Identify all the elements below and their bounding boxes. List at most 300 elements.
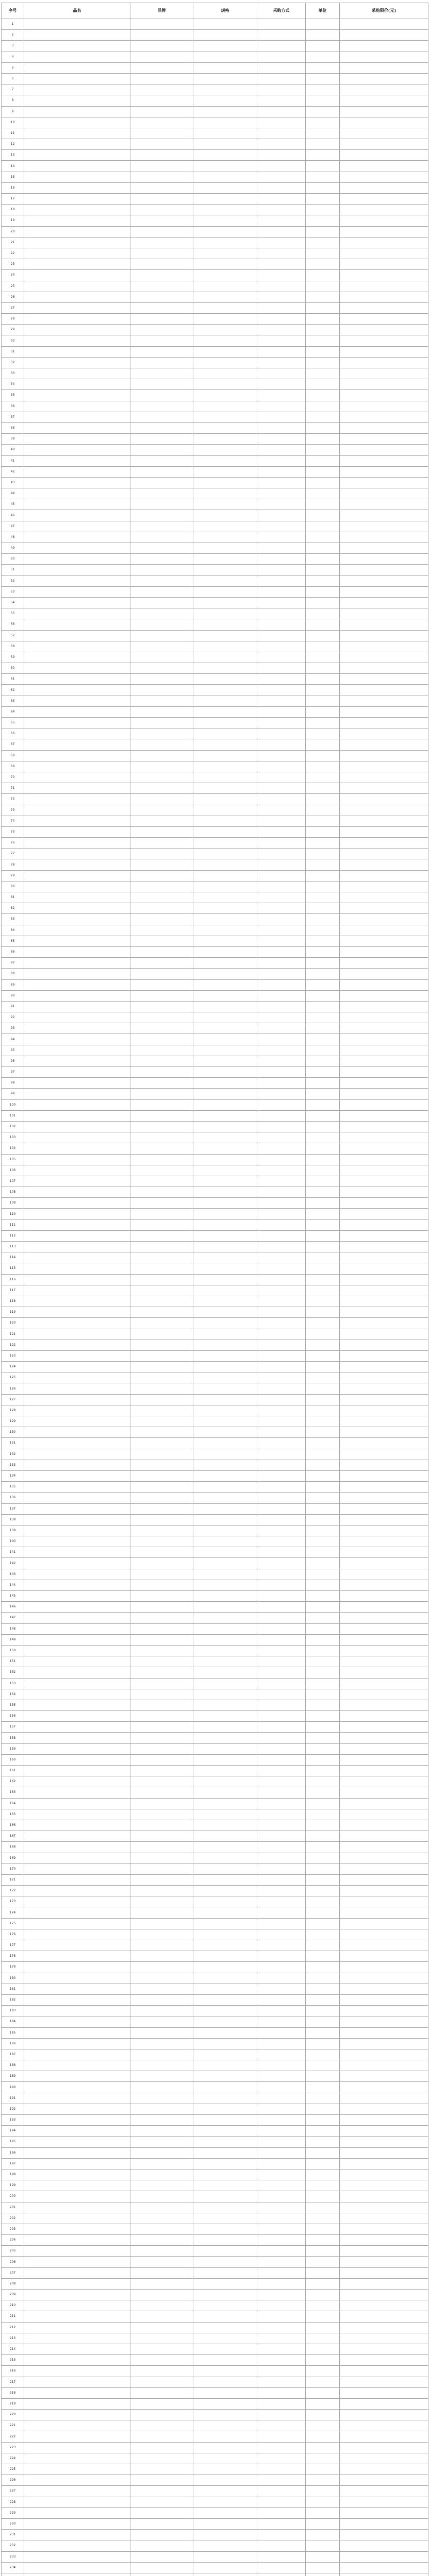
cell-spec: [193, 510, 257, 521]
cell-no: 4: [2, 52, 24, 62]
table-row: [2, 1340, 428, 1350]
cell-price: [340, 1623, 428, 1634]
cell-unit: [306, 1274, 340, 1285]
cell-no: 201: [2, 2202, 24, 2213]
table-row: [2, 1733, 428, 1743]
cell-spec: [193, 2060, 257, 2071]
cell-name: [24, 1733, 130, 1743]
cell-name: [24, 2311, 130, 2322]
cell-method: [257, 1056, 306, 1066]
cell-no: 73: [2, 805, 24, 816]
cell-method: [257, 52, 306, 62]
table-row: [2, 1099, 428, 1110]
cell-no: 186: [2, 2038, 24, 2049]
cell-spec: [193, 532, 257, 543]
cell-no: 98: [2, 1078, 24, 1089]
cell-unit: [306, 2191, 340, 2202]
cell-unit: [306, 696, 340, 706]
cell-price: [340, 1766, 428, 1776]
cell-spec: [193, 1776, 257, 1787]
cell-method: [257, 2027, 306, 2038]
cell-price: [340, 1689, 428, 1700]
cell-spec: [193, 19, 257, 30]
price-list-table: [1, 3, 428, 2576]
cell-spec: [193, 663, 257, 674]
cell-brand: [130, 335, 193, 346]
cell-unit: [306, 1973, 340, 1984]
cell-unit: [306, 2027, 340, 2038]
cell-brand: [130, 466, 193, 477]
table-row: [2, 1602, 428, 1613]
cell-price: [340, 215, 428, 226]
cell-method: [257, 1449, 306, 1460]
cell-price: [340, 2410, 428, 2420]
cell-name: [24, 1722, 130, 1733]
cell-brand: [130, 2355, 193, 2366]
cell-brand: [130, 859, 193, 870]
cell-spec: [193, 2147, 257, 2158]
cell-name: [24, 2420, 130, 2431]
table-row: [2, 2049, 428, 2060]
table-row: [2, 106, 428, 117]
cell-name: [24, 1198, 130, 1209]
cell-spec: [193, 1514, 257, 1525]
cell-brand: [130, 641, 193, 652]
table-row: [2, 543, 428, 554]
table-row: [2, 619, 428, 630]
cell-no: 222: [2, 2431, 24, 2442]
cell-spec: [193, 1645, 257, 1656]
cell-unit: [306, 2038, 340, 2049]
cell-brand: [130, 95, 193, 106]
cell-name: [24, 1907, 130, 1918]
cell-spec: [193, 1449, 257, 1460]
table-row: [2, 718, 428, 728]
cell-brand: [130, 2038, 193, 2049]
cell-method: [257, 2213, 306, 2224]
cell-unit: [306, 1099, 340, 1110]
cell-spec: [193, 455, 257, 466]
cell-brand: [130, 1667, 193, 1678]
cell-no: 36: [2, 401, 24, 412]
cell-no: 95: [2, 1045, 24, 1056]
table-row: [2, 84, 428, 95]
cell-method: [257, 237, 306, 248]
cell-name: [24, 2224, 130, 2234]
cell-price: [340, 849, 428, 859]
cell-brand: [130, 1722, 193, 1733]
table-row: [2, 2540, 428, 2551]
cell-no: 187: [2, 2049, 24, 2060]
cell-unit: [306, 2169, 340, 2180]
cell-unit: [306, 335, 340, 346]
cell-price: [340, 2169, 428, 2180]
cell-method: [257, 1623, 306, 1634]
table-row: [2, 128, 428, 139]
table-row: [2, 1350, 428, 1361]
cell-spec: [193, 2398, 257, 2409]
cell-name: [24, 990, 130, 1001]
cell-spec: [193, 2049, 257, 2060]
cell-method: [257, 805, 306, 816]
cell-method: [257, 1034, 306, 1045]
cell-name: [24, 685, 130, 696]
cell-name: [24, 1613, 130, 1623]
cell-unit: [306, 1951, 340, 1962]
cell-name: [24, 292, 130, 302]
cell-brand: [130, 2147, 193, 2158]
cell-method: [257, 2322, 306, 2333]
cell-unit: [306, 117, 340, 128]
cell-no: 114: [2, 1252, 24, 1263]
cell-price: [340, 2213, 428, 2224]
table-row: [2, 652, 428, 663]
cell-method: [257, 1252, 306, 1263]
cell-spec: [193, 575, 257, 586]
cell-spec: [193, 161, 257, 172]
cell-method: [257, 2300, 306, 2311]
cell-no: 33: [2, 368, 24, 379]
table-row: [2, 1493, 428, 1503]
cell-method: [257, 270, 306, 281]
cell-price: [340, 2180, 428, 2191]
cell-name: [24, 1427, 130, 1438]
cell-no: 5: [2, 62, 24, 73]
table-row: [2, 1362, 428, 1372]
cell-unit: [306, 1886, 340, 1896]
cell-no: 57: [2, 630, 24, 641]
cell-spec: [193, 630, 257, 641]
table-row: [2, 1110, 428, 1121]
cell-name: [24, 477, 130, 488]
cell-brand: [130, 106, 193, 117]
cell-name: [24, 455, 130, 466]
table-row: [2, 706, 428, 717]
cell-name: [24, 979, 130, 990]
cell-price: [340, 521, 428, 532]
table-row: [2, 73, 428, 84]
cell-spec: [193, 2202, 257, 2213]
table-row: [2, 2366, 428, 2377]
cell-price: [340, 150, 428, 161]
cell-no: 143: [2, 1569, 24, 1580]
cell-unit: [306, 1667, 340, 1678]
cell-brand: [130, 2453, 193, 2464]
cell-method: [257, 281, 306, 292]
cell-no: 184: [2, 2016, 24, 2027]
cell-spec: [193, 205, 257, 215]
cell-spec: [193, 2290, 257, 2300]
table-row: [2, 685, 428, 696]
cell-name: [24, 226, 130, 237]
table-row: [2, 1580, 428, 1590]
cell-method: [257, 314, 306, 325]
cell-name: [24, 335, 130, 346]
header-unit: 单位: [306, 3, 340, 19]
cell-brand: [130, 1547, 193, 1558]
cell-unit: [306, 1754, 340, 1765]
cell-brand: [130, 1623, 193, 1634]
cell-brand: [130, 1766, 193, 1776]
cell-unit: [306, 1984, 340, 1994]
cell-method: [257, 1089, 306, 1099]
cell-unit: [306, 2016, 340, 2027]
cell-unit: [306, 1023, 340, 1034]
cell-method: [257, 215, 306, 226]
table-row: [2, 586, 428, 597]
cell-name: [24, 1187, 130, 1198]
table-row: [2, 314, 428, 325]
table-row: [2, 1907, 428, 1918]
table-row: [2, 368, 428, 379]
cell-brand: [130, 1329, 193, 1340]
cell-unit: [306, 2431, 340, 2442]
table-row: [2, 2267, 428, 2278]
cell-spec: [193, 41, 257, 52]
cell-price: [340, 2016, 428, 2027]
cell-method: [257, 1700, 306, 1710]
cell-price: [340, 1285, 428, 1296]
cell-price: [340, 455, 428, 466]
table-row: [2, 2387, 428, 2398]
header-spec: 规格: [193, 3, 257, 19]
cell-spec: [193, 936, 257, 946]
cell-unit: [306, 325, 340, 335]
cell-method: [257, 1766, 306, 1776]
cell-no: 171: [2, 1874, 24, 1885]
table-row: [2, 805, 428, 816]
cell-name: [24, 434, 130, 445]
cell-price: [340, 1482, 428, 1493]
cell-no: 51: [2, 565, 24, 575]
table-row: [2, 117, 428, 128]
table-row: [2, 2475, 428, 2486]
table-row: [2, 1230, 428, 1241]
cell-spec: [193, 466, 257, 477]
cell-price: [340, 1067, 428, 1078]
cell-method: [257, 1853, 306, 1863]
table-row: [2, 1482, 428, 1493]
cell-unit: [306, 958, 340, 969]
cell-name: [24, 2333, 130, 2344]
cell-price: [340, 881, 428, 892]
cell-no: 75: [2, 826, 24, 837]
cell-unit: [306, 1722, 340, 1733]
cell-method: [257, 1940, 306, 1951]
table-row: [2, 1307, 428, 1318]
cell-price: [340, 2377, 428, 2387]
cell-name: [24, 2464, 130, 2475]
cell-name: [24, 194, 130, 205]
cell-spec: [193, 1787, 257, 1798]
cell-unit: [306, 2235, 340, 2246]
cell-method: [257, 62, 306, 73]
table-row: [2, 205, 428, 215]
cell-unit: [306, 521, 340, 532]
cell-method: [257, 2355, 306, 2366]
cell-brand: [130, 2191, 193, 2202]
table-row: [2, 1678, 428, 1689]
cell-method: [257, 1514, 306, 1525]
cell-brand: [130, 892, 193, 903]
cell-name: [24, 182, 130, 193]
cell-no: 12: [2, 139, 24, 150]
cell-spec: [193, 859, 257, 870]
cell-unit: [306, 248, 340, 259]
table-row: [2, 226, 428, 237]
cell-method: [257, 1470, 306, 1481]
cell-price: [340, 575, 428, 586]
cell-method: [257, 2311, 306, 2322]
table-row: [2, 477, 428, 488]
table-row: [2, 2180, 428, 2191]
cell-brand: [130, 2518, 193, 2529]
cell-method: [257, 19, 306, 30]
cell-name: [24, 1383, 130, 1394]
cell-no: 48: [2, 532, 24, 543]
cell-price: [340, 728, 428, 739]
cell-price: [340, 335, 428, 346]
cell-name: [24, 674, 130, 685]
cell-unit: [306, 1678, 340, 1689]
cell-no: 108: [2, 1187, 24, 1198]
cell-price: [340, 532, 428, 543]
cell-price: [340, 2115, 428, 2126]
cell-name: [24, 1285, 130, 1296]
cell-method: [257, 2115, 306, 2126]
cell-brand: [130, 1525, 193, 1536]
cell-brand: [130, 2507, 193, 2518]
cell-unit: [306, 205, 340, 215]
cell-name: [24, 1787, 130, 1798]
cell-name: [24, 2497, 130, 2507]
table-row: [2, 1165, 428, 1176]
table-row: [2, 2333, 428, 2344]
cell-method: [257, 2475, 306, 2486]
cell-unit: [306, 1165, 340, 1176]
cell-spec: [193, 565, 257, 575]
cell-method: [257, 1110, 306, 1121]
cell-no: 164: [2, 1798, 24, 1809]
cell-spec: [193, 2366, 257, 2377]
cell-brand: [130, 52, 193, 62]
cell-spec: [193, 597, 257, 608]
cell-name: [24, 1034, 130, 1045]
cell-brand: [130, 2442, 193, 2453]
table-row: [2, 597, 428, 608]
cell-name: [24, 1045, 130, 1056]
table-row: [2, 1449, 428, 1460]
cell-method: [257, 1929, 306, 1940]
cell-brand: [130, 2551, 193, 2562]
cell-unit: [306, 2104, 340, 2114]
cell-method: [257, 466, 306, 477]
cell-name: [24, 1340, 130, 1350]
cell-method: [257, 958, 306, 969]
cell-price: [340, 488, 428, 499]
cell-unit: [306, 2082, 340, 2093]
cell-name: [24, 1274, 130, 1285]
cell-name: [24, 1776, 130, 1787]
cell-spec: [193, 652, 257, 663]
cell-price: [340, 314, 428, 325]
cell-spec: [193, 117, 257, 128]
cell-no: 188: [2, 2060, 24, 2071]
table-row: [2, 1591, 428, 1602]
cell-price: [340, 2278, 428, 2289]
cell-brand: [130, 1012, 193, 1023]
cell-price: [340, 1383, 428, 1394]
cell-name: [24, 2377, 130, 2387]
table-row: [2, 575, 428, 586]
cell-spec: [193, 696, 257, 706]
cell-spec: [193, 1078, 257, 1089]
cell-no: 197: [2, 2158, 24, 2169]
cell-method: [257, 30, 306, 41]
cell-no: 154: [2, 1689, 24, 1700]
cell-no: 182: [2, 1994, 24, 2005]
cell-no: 82: [2, 903, 24, 914]
cell-price: [340, 2191, 428, 2202]
cell-brand: [130, 1198, 193, 1209]
cell-no: 162: [2, 1776, 24, 1787]
table-row: [2, 2431, 428, 2442]
cell-price: [340, 685, 428, 696]
cell-method: [257, 2104, 306, 2114]
cell-spec: [193, 30, 257, 41]
table-row: [2, 248, 428, 259]
cell-method: [257, 161, 306, 172]
cell-method: [257, 1187, 306, 1198]
cell-method: [257, 1656, 306, 1667]
cell-name: [24, 2093, 130, 2104]
table-row: [2, 488, 428, 499]
cell-brand: [130, 1907, 193, 1918]
cell-price: [340, 1569, 428, 1580]
cell-no: 85: [2, 936, 24, 946]
cell-method: [257, 1711, 306, 1722]
cell-price: [340, 499, 428, 510]
cell-brand: [130, 2410, 193, 2420]
cell-brand: [130, 2300, 193, 2311]
cell-spec: [193, 838, 257, 849]
cell-price: [340, 2475, 428, 2486]
cell-spec: [193, 379, 257, 390]
cell-brand: [130, 1645, 193, 1656]
table-row: [2, 728, 428, 739]
cell-no: 104: [2, 1143, 24, 1154]
cell-method: [257, 521, 306, 532]
cell-name: [24, 750, 130, 761]
cell-brand: [130, 1503, 193, 1514]
cell-method: [257, 718, 306, 728]
table-row: [2, 445, 428, 455]
cell-unit: [306, 346, 340, 357]
cell-brand: [130, 1383, 193, 1394]
cell-unit: [306, 2213, 340, 2224]
cell-method: [257, 794, 306, 805]
cell-no: 62: [2, 685, 24, 696]
cell-unit: [306, 2507, 340, 2518]
cell-unit: [306, 565, 340, 575]
cell-no: 127: [2, 1394, 24, 1405]
cell-price: [340, 1154, 428, 1165]
cell-brand: [130, 1711, 193, 1722]
cell-price: [340, 1045, 428, 1056]
cell-brand: [130, 979, 193, 990]
cell-method: [257, 2016, 306, 2027]
cell-method: [257, 2082, 306, 2093]
